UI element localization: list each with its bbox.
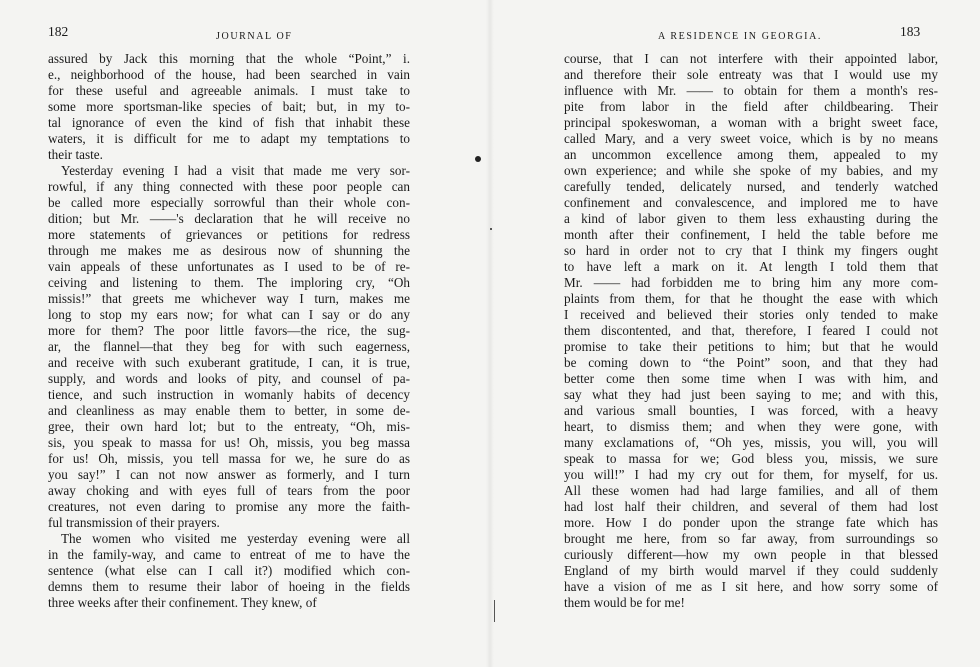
text-line: three weeks after their confinement. They knew, of: [48, 595, 317, 610]
text-line: tal ignorance of even the kind of fish that inhabit these: [48, 115, 410, 130]
text-line: demns them to resume their labor of hoeing in the fields: [48, 579, 410, 594]
text-line: promise to take their petitions to him; but that he would: [564, 339, 938, 354]
text-line: in the family-way, and came to entreat of me to have the: [48, 547, 410, 562]
text-line: I received and believed their stories only tended to make: [564, 307, 938, 322]
text-line: plaints from them, for that he thought the ease with which: [564, 291, 938, 306]
text-line: sentence (what else can I call it?) modified which con-: [48, 563, 410, 578]
text-line: ful transmission of their prayers.: [48, 515, 220, 530]
text-line: rowful, if any thing connected with these poor people can: [48, 179, 410, 194]
text-line: ceiving and listening to them. The imploring cry, “Oh: [48, 275, 410, 290]
left-running-head: JOURNAL OF: [216, 31, 293, 42]
right-page: [490, 0, 980, 667]
text-line: heart, to dismiss them; and when they were gone, with: [564, 419, 938, 434]
text-line: gree, their own hard lot; but to the entreaty, “Oh, mis-: [48, 419, 410, 434]
ink-dot: [475, 156, 481, 162]
text-line: had lost half their children, and several of them had lost: [564, 499, 938, 514]
text-line: pite from labor in the field after childbearing. Their: [564, 99, 938, 114]
text-line: them discontented, and that, therefore, I feared I could not: [564, 323, 938, 338]
text-line: and various small bounties, I was forced, with a heavy: [564, 403, 938, 418]
scan-speck: [494, 600, 495, 622]
text-line: course, that I can not interfere with their appointed labor,: [564, 51, 938, 66]
text-line: better come then some time when I was with him, and: [564, 371, 938, 386]
right-body-text: [564, 51, 938, 611]
text-line: them would be for me!: [564, 595, 685, 610]
text-line: supply, and words and looks of pity, and counsel of pa-: [48, 371, 410, 386]
left-body-text: [48, 51, 410, 611]
text-line: away choking and with eyes full of tears from the poor: [48, 483, 410, 498]
text-line: brought me here, from so far away, from surroundings so: [564, 531, 938, 546]
text-line: speak to massa for we; God bless you, missis, we sure: [564, 451, 938, 466]
text-line: have a vision of me as I sit here, and how sorry some of: [564, 579, 938, 594]
text-line: their taste.: [48, 147, 103, 162]
text-line: curiously different—how my own people in that blessed: [564, 547, 938, 562]
left-page-number: 182: [48, 24, 69, 39]
text-line: long to stop my ears now; for what can I say or do any: [48, 307, 410, 322]
text-line: to have left a mark on it. At length I told them that: [564, 259, 938, 274]
text-line: more for them? The poor little favors—the rice, the sug-: [48, 323, 410, 338]
text-line: through me makes me as desirous now of shunning the: [48, 243, 410, 258]
text-line: called Mary, and a very sweet voice, which is by no means: [564, 131, 938, 146]
text-line: and receive with such exuberant gratitude, I can, it is true,: [48, 355, 410, 370]
text-line: principal spokeswoman, a woman with a bright sweet face,: [564, 115, 938, 130]
text-line: carefully tended, delicately nursed, and tenderly watched: [564, 179, 938, 194]
text-line: creatures, not even daring to promise any more the faith-: [48, 499, 410, 514]
text-line: sis, you speak to massa for us! Oh, missis, you beg massa: [48, 435, 410, 450]
text-line: All these women had had large families, and all of them: [564, 483, 938, 498]
text-line: influence with Mr. —— to obtain for them a month's res-: [564, 83, 938, 98]
text-line: so hard in order not to cry that I think my fingers ought: [564, 243, 938, 258]
text-line: England of my birth would marvel if they could suddenly: [564, 563, 938, 578]
text-line: some more sportsman-like species of bait; but, in my to-: [48, 99, 410, 114]
text-line: tience, and such instruction in womanly habits of decency: [48, 387, 410, 402]
text-line: an uncommon excellence among them, appealed to my: [564, 147, 938, 162]
text-line: more statements of grievances or petitions for redress: [48, 227, 410, 242]
text-line: dition; but Mr. ——'s declaration that he will receive no: [48, 211, 410, 226]
right-page-number: 183: [900, 24, 921, 39]
text-line: assured by Jack this morning that the whole “Point,” i.: [48, 51, 410, 66]
text-line: for us! Oh, missis, you tell massa for we, he sure do as: [48, 451, 410, 466]
text-line: Yesterday evening I had a visit that made me very sor-: [61, 163, 410, 178]
text-line: waters, it is difficult for me to adapt my temptations to: [48, 131, 410, 146]
text-line: be called more especially sorrowful than their whole con-: [48, 195, 410, 210]
text-line: many exclamations of, “Oh yes, missis, you will, you will: [564, 435, 938, 450]
text-line: more. How I do ponder upon the strange fate which has: [564, 515, 938, 530]
text-line: and therefore their sole entreaty was that I would use my: [564, 67, 938, 82]
right-running-head: A RESIDENCE IN GEORGIA.: [658, 31, 823, 42]
text-line: for these useful and agreeable animals. I must take to: [48, 83, 410, 98]
text-line: say what they had just been saying to me; and with this,: [564, 387, 938, 402]
text-line: vain appeals of these unfortunates as I used to be of re-: [48, 259, 410, 274]
text-line: missis!” that greets me whichever way I turn, makes me: [48, 291, 410, 306]
text-line: ar, the flannel—that they beg for with such eagerness,: [48, 339, 410, 354]
scan-speck: [490, 228, 492, 230]
text-line: own experience; and while she spoke of my babies, and my: [564, 163, 938, 178]
text-line: you will!” I had my cry out for them, for myself, for us.: [564, 467, 938, 482]
text-line: be coming down to “the Point” soon, and that they had: [564, 355, 938, 370]
text-line: The women who visited me yesterday evening were all: [61, 531, 410, 546]
text-line: you say!” I can not now answer as formerly, and I turn: [48, 467, 410, 482]
text-line: and cleanliness as may enable them to better, in some de-: [48, 403, 410, 418]
text-line: confinement and convalescence, and implored me to have: [564, 195, 938, 210]
text-line: a kind of labor given to them less exhausting during the: [564, 211, 938, 226]
text-line: month after their confinement, I held the table before me: [564, 227, 938, 242]
text-line: e., neighborhood of the house, had been searched in vain: [48, 67, 410, 82]
text-line: Mr. —— had forbidden me to bring him any more com-: [564, 275, 938, 290]
